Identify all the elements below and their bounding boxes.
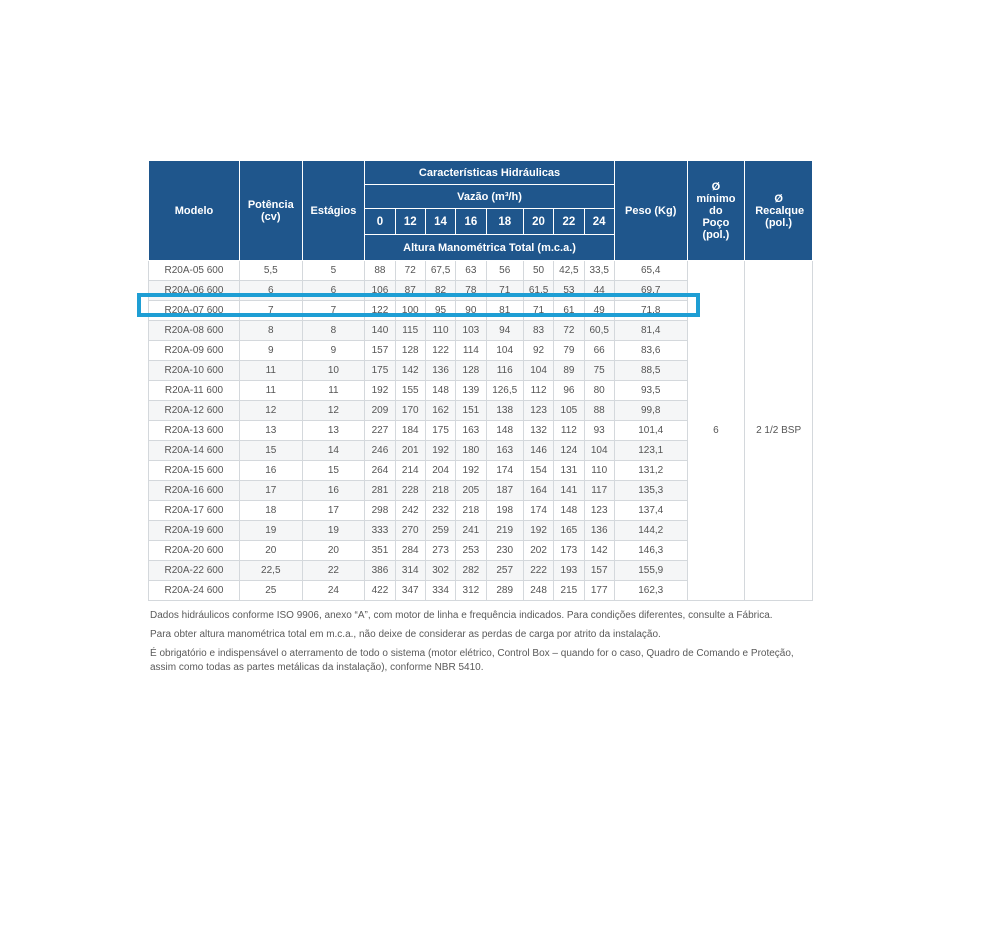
cell-altura: 205 xyxy=(456,481,486,501)
cell-recalque: 2 1/2 BSP xyxy=(745,261,813,601)
header-recalque: Ø Recalque (pol.) xyxy=(745,161,813,261)
cell-altura: 157 xyxy=(584,561,614,581)
cell-modelo: R20A-12 600 xyxy=(149,401,240,421)
cell-potencia: 12 xyxy=(239,401,302,421)
cell-altura: 312 xyxy=(456,581,486,601)
cell-estagios: 8 xyxy=(302,321,365,341)
header-flow: 0 xyxy=(365,209,395,235)
cell-altura: 333 xyxy=(365,521,395,541)
cell-modelo: R20A-14 600 xyxy=(149,441,240,461)
cell-altura: 44 xyxy=(584,281,614,301)
cell-altura: 281 xyxy=(365,481,395,501)
cell-altura: 232 xyxy=(425,501,455,521)
footnotes xyxy=(150,609,820,680)
cell-altura: 96 xyxy=(554,381,584,401)
cell-modelo: R20A-05 600 xyxy=(149,261,240,281)
cell-altura: 214 xyxy=(395,461,425,481)
cell-altura: 136 xyxy=(584,521,614,541)
cell-altura: 201 xyxy=(395,441,425,461)
cell-modelo: R20A-11 600 xyxy=(149,381,240,401)
cell-altura: 124 xyxy=(554,441,584,461)
cell-altura: 227 xyxy=(365,421,395,441)
cell-estagios: 5 xyxy=(302,261,365,281)
cell-altura: 163 xyxy=(486,441,523,461)
table-header xyxy=(149,161,813,261)
cell-altura: 78 xyxy=(456,281,486,301)
cell-altura: 148 xyxy=(425,381,455,401)
cell-potencia: 19 xyxy=(239,521,302,541)
cell-altura: 132 xyxy=(523,421,553,441)
cell-altura: 351 xyxy=(365,541,395,561)
pump-spec-table xyxy=(148,160,813,601)
cell-potencia: 17 xyxy=(239,481,302,501)
cell-altura: 253 xyxy=(456,541,486,561)
cell-altura: 81 xyxy=(486,301,523,321)
cell-altura: 192 xyxy=(523,521,553,541)
cell-potencia: 9 xyxy=(239,341,302,361)
header-poco: Ø mínimo do Poço (pol.) xyxy=(687,161,745,261)
cell-modelo: R20A-08 600 xyxy=(149,321,240,341)
header-caracteristicas: Características Hidráulicas xyxy=(365,161,615,185)
cell-altura: 116 xyxy=(486,361,523,381)
cell-altura: 334 xyxy=(425,581,455,601)
cell-modelo: R20A-16 600 xyxy=(149,481,240,501)
cell-estagios: 22 xyxy=(302,561,365,581)
cell-altura: 72 xyxy=(395,261,425,281)
cell-modelo: R20A-10 600 xyxy=(149,361,240,381)
cell-altura: 100 xyxy=(395,301,425,321)
cell-modelo: R20A-07 600 xyxy=(149,301,240,321)
cell-peso: 81,4 xyxy=(614,321,687,341)
cell-altura: 302 xyxy=(425,561,455,581)
cell-potencia: 22,5 xyxy=(239,561,302,581)
header-flow: 22 xyxy=(554,209,584,235)
cell-altura: 228 xyxy=(395,481,425,501)
cell-poco-minimo: 6 xyxy=(687,261,745,601)
cell-altura: 66 xyxy=(584,341,614,361)
cell-altura: 88 xyxy=(365,261,395,281)
cell-estagios: 20 xyxy=(302,541,365,561)
cell-estagios: 9 xyxy=(302,341,365,361)
cell-altura: 257 xyxy=(486,561,523,581)
cell-estagios: 7 xyxy=(302,301,365,321)
cell-altura: 131 xyxy=(554,461,584,481)
cell-peso: 93,5 xyxy=(614,381,687,401)
cell-altura: 148 xyxy=(554,501,584,521)
cell-potencia: 25 xyxy=(239,581,302,601)
cell-altura: 155 xyxy=(395,381,425,401)
cell-modelo: R20A-20 600 xyxy=(149,541,240,561)
cell-altura: 163 xyxy=(456,421,486,441)
cell-potencia: 18 xyxy=(239,501,302,521)
cell-altura: 72 xyxy=(554,321,584,341)
cell-altura: 264 xyxy=(365,461,395,481)
cell-altura: 193 xyxy=(554,561,584,581)
cell-altura: 79 xyxy=(554,341,584,361)
cell-altura: 284 xyxy=(395,541,425,561)
cell-altura: 71 xyxy=(523,301,553,321)
header-peso: Peso (Kg) xyxy=(614,161,687,261)
cell-potencia: 11 xyxy=(239,361,302,381)
cell-altura: 180 xyxy=(456,441,486,461)
cell-altura: 105 xyxy=(554,401,584,421)
cell-peso: 71,8 xyxy=(614,301,687,321)
cell-altura: 71 xyxy=(486,281,523,301)
cell-altura: 63 xyxy=(456,261,486,281)
cell-altura: 202 xyxy=(523,541,553,561)
cell-altura: 289 xyxy=(486,581,523,601)
cell-peso: 99,8 xyxy=(614,401,687,421)
cell-altura: 103 xyxy=(456,321,486,341)
cell-altura: 123 xyxy=(584,501,614,521)
cell-potencia: 11 xyxy=(239,381,302,401)
cell-altura: 192 xyxy=(456,461,486,481)
cell-altura: 175 xyxy=(365,361,395,381)
cell-altura: 75 xyxy=(584,361,614,381)
cell-peso: 88,5 xyxy=(614,361,687,381)
cell-modelo: R20A-15 600 xyxy=(149,461,240,481)
cell-altura: 110 xyxy=(584,461,614,481)
cell-peso: 123,1 xyxy=(614,441,687,461)
header-potencia: Potência (cv) xyxy=(239,161,302,261)
cell-altura: 126,5 xyxy=(486,381,523,401)
cell-altura: 88 xyxy=(584,401,614,421)
cell-potencia: 8 xyxy=(239,321,302,341)
cell-altura: 117 xyxy=(584,481,614,501)
cell-altura: 209 xyxy=(365,401,395,421)
cell-altura: 122 xyxy=(425,341,455,361)
cell-altura: 115 xyxy=(395,321,425,341)
cell-modelo: R20A-22 600 xyxy=(149,561,240,581)
cell-altura: 141 xyxy=(554,481,584,501)
cell-altura: 95 xyxy=(425,301,455,321)
footnote: Dados hidráulicos conforme ISO 9906, anexo “A”, com motor de linha e frequência indicados. Para condições diferentes, consulte a Fábrica. xyxy=(150,610,773,621)
header-flow: 24 xyxy=(584,209,614,235)
cell-modelo: R20A-09 600 xyxy=(149,341,240,361)
cell-peso: 131,2 xyxy=(614,461,687,481)
cell-altura: 49 xyxy=(584,301,614,321)
cell-altura: 61,5 xyxy=(523,281,553,301)
cell-altura: 162 xyxy=(425,401,455,421)
cell-altura: 184 xyxy=(395,421,425,441)
cell-altura: 61 xyxy=(554,301,584,321)
header-vazao: Vazão (m³/h) xyxy=(365,185,615,209)
header-flow: 14 xyxy=(425,209,455,235)
cell-estagios: 11 xyxy=(302,381,365,401)
cell-altura: 157 xyxy=(365,341,395,361)
cell-altura: 128 xyxy=(395,341,425,361)
cell-altura: 60,5 xyxy=(584,321,614,341)
header-estagios: Estágios xyxy=(302,161,365,261)
footnote: Para obter altura manométrica total em m.c.a., não deixe de considerar as perdas de carga por atrito da instalação. xyxy=(150,629,661,640)
cell-altura: 347 xyxy=(395,581,425,601)
cell-altura: 123 xyxy=(523,401,553,421)
header-flow: 12 xyxy=(395,209,425,235)
cell-altura: 164 xyxy=(523,481,553,501)
header-modelo: Modelo xyxy=(149,161,240,261)
footnote: É obrigatório e indispensável o aterramento de todo o sistema (motor elétrico, Control Box – quando for o caso, Quadro de Comando e Proteção, assim como todas as partes metálicas da instalação), conforme NBR 5410. xyxy=(150,648,794,673)
cell-potencia: 6 xyxy=(239,281,302,301)
cell-altura: 248 xyxy=(523,581,553,601)
cell-potencia: 15 xyxy=(239,441,302,461)
header-flow: 16 xyxy=(456,209,486,235)
cell-altura: 104 xyxy=(584,441,614,461)
cell-altura: 298 xyxy=(365,501,395,521)
cell-estagios: 14 xyxy=(302,441,365,461)
cell-altura: 114 xyxy=(456,341,486,361)
cell-altura: 173 xyxy=(554,541,584,561)
cell-altura: 142 xyxy=(584,541,614,561)
cell-altura: 53 xyxy=(554,281,584,301)
cell-altura: 204 xyxy=(425,461,455,481)
cell-altura: 174 xyxy=(523,501,553,521)
cell-estagios: 19 xyxy=(302,521,365,541)
cell-altura: 282 xyxy=(456,561,486,581)
cell-peso: 83,6 xyxy=(614,341,687,361)
cell-modelo: R20A-19 600 xyxy=(149,521,240,541)
cell-altura: 148 xyxy=(486,421,523,441)
cell-altura: 122 xyxy=(365,301,395,321)
cell-estagios: 16 xyxy=(302,481,365,501)
cell-potencia: 20 xyxy=(239,541,302,561)
cell-estagios: 10 xyxy=(302,361,365,381)
cell-altura: 142 xyxy=(395,361,425,381)
cell-altura: 177 xyxy=(584,581,614,601)
cell-potencia: 7 xyxy=(239,301,302,321)
cell-modelo: R20A-06 600 xyxy=(149,281,240,301)
cell-altura: 104 xyxy=(486,341,523,361)
cell-altura: 259 xyxy=(425,521,455,541)
cell-altura: 112 xyxy=(523,381,553,401)
cell-altura: 314 xyxy=(395,561,425,581)
cell-altura: 215 xyxy=(554,581,584,601)
cell-peso: 65,4 xyxy=(614,261,687,281)
cell-peso: 144,2 xyxy=(614,521,687,541)
cell-altura: 151 xyxy=(456,401,486,421)
cell-peso: 155,9 xyxy=(614,561,687,581)
header-flow: 20 xyxy=(523,209,553,235)
cell-modelo: R20A-13 600 xyxy=(149,421,240,441)
cell-estagios: 13 xyxy=(302,421,365,441)
cell-peso: 146,3 xyxy=(614,541,687,561)
cell-altura: 140 xyxy=(365,321,395,341)
cell-altura: 146 xyxy=(523,441,553,461)
cell-altura: 112 xyxy=(554,421,584,441)
cell-altura: 242 xyxy=(395,501,425,521)
cell-altura: 92 xyxy=(523,341,553,361)
cell-potencia: 16 xyxy=(239,461,302,481)
cell-altura: 386 xyxy=(365,561,395,581)
cell-modelo: R20A-24 600 xyxy=(149,581,240,601)
cell-peso: 137,4 xyxy=(614,501,687,521)
cell-altura: 50 xyxy=(523,261,553,281)
header-flow: 18 xyxy=(486,209,523,235)
cell-altura: 90 xyxy=(456,301,486,321)
cell-altura: 270 xyxy=(395,521,425,541)
cell-modelo: R20A-17 600 xyxy=(149,501,240,521)
cell-estagios: 12 xyxy=(302,401,365,421)
cell-altura: 192 xyxy=(425,441,455,461)
cell-altura: 106 xyxy=(365,281,395,301)
cell-estagios: 15 xyxy=(302,461,365,481)
cell-altura: 80 xyxy=(584,381,614,401)
cell-altura: 139 xyxy=(456,381,486,401)
cell-altura: 128 xyxy=(456,361,486,381)
cell-altura: 230 xyxy=(486,541,523,561)
cell-altura: 154 xyxy=(523,461,553,481)
table-body xyxy=(149,261,813,601)
cell-potencia: 13 xyxy=(239,421,302,441)
cell-estagios: 24 xyxy=(302,581,365,601)
cell-altura: 219 xyxy=(486,521,523,541)
cell-peso: 101,4 xyxy=(614,421,687,441)
cell-altura: 87 xyxy=(395,281,425,301)
cell-altura: 56 xyxy=(486,261,523,281)
cell-altura: 42,5 xyxy=(554,261,584,281)
cell-altura: 104 xyxy=(523,361,553,381)
cell-altura: 246 xyxy=(365,441,395,461)
cell-estagios: 6 xyxy=(302,281,365,301)
cell-altura: 165 xyxy=(554,521,584,541)
cell-altura: 218 xyxy=(425,481,455,501)
cell-altura: 170 xyxy=(395,401,425,421)
cell-altura: 198 xyxy=(486,501,523,521)
cell-estagios: 17 xyxy=(302,501,365,521)
cell-peso: 162,3 xyxy=(614,581,687,601)
cell-altura: 110 xyxy=(425,321,455,341)
cell-peso: 135,3 xyxy=(614,481,687,501)
cell-altura: 192 xyxy=(365,381,395,401)
cell-altura: 136 xyxy=(425,361,455,381)
cell-altura: 174 xyxy=(486,461,523,481)
cell-altura: 138 xyxy=(486,401,523,421)
cell-altura: 273 xyxy=(425,541,455,561)
cell-altura: 67,5 xyxy=(425,261,455,281)
cell-altura: 89 xyxy=(554,361,584,381)
cell-potencia: 5,5 xyxy=(239,261,302,281)
cell-altura: 218 xyxy=(456,501,486,521)
cell-altura: 187 xyxy=(486,481,523,501)
cell-altura: 93 xyxy=(584,421,614,441)
cell-altura: 175 xyxy=(425,421,455,441)
table-row xyxy=(149,261,813,281)
cell-altura: 94 xyxy=(486,321,523,341)
header-altura: Altura Manométrica Total (m.c.a.) xyxy=(365,235,615,261)
cell-altura: 422 xyxy=(365,581,395,601)
cell-peso: 69,7 xyxy=(614,281,687,301)
cell-altura: 241 xyxy=(456,521,486,541)
cell-altura: 33,5 xyxy=(584,261,614,281)
cell-altura: 82 xyxy=(425,281,455,301)
cell-altura: 83 xyxy=(523,321,553,341)
cell-altura: 222 xyxy=(523,561,553,581)
